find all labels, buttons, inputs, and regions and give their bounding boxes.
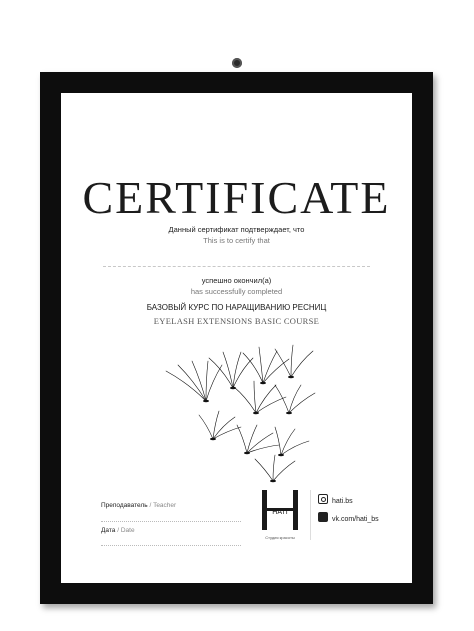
- hati-logo: [260, 488, 300, 542]
- lash-fan-1: [166, 361, 222, 401]
- lash-fan-9: [275, 427, 309, 455]
- teacher-label: [101, 502, 176, 509]
- instagram-text: hati.bs: [332, 498, 353, 505]
- date-label-en: / Date: [117, 527, 135, 534]
- picture-frame: [40, 72, 433, 604]
- lash-fan-5: [234, 381, 286, 413]
- vk-link: [318, 512, 379, 523]
- completed-text-ru: успешно окончил(а): [201, 276, 272, 285]
- lash-base-6: [286, 412, 292, 415]
- logo-caption: Студия красоты: [265, 535, 295, 540]
- teacher-label-ru: Преподаватель: [101, 502, 148, 509]
- lash-fan-3: [243, 347, 289, 383]
- teacher-label-en: / Teacher: [149, 502, 177, 509]
- date-signature-line: [101, 545, 241, 546]
- date-label-ru: Дата: [101, 527, 116, 534]
- confirm-text-en: This is to certify that: [203, 236, 270, 245]
- course-name-ru: БАЗОВЫЙ КУРС ПО НАРАЩИВАНИЮ РЕСНИЦ: [146, 303, 327, 312]
- instagram-handle: [318, 494, 353, 505]
- vk-text: vk.com/hati_bs: [332, 516, 379, 523]
- teacher-signature-line: [101, 521, 241, 522]
- certificate-title: CERTIFICATE: [82, 172, 391, 223]
- eyelash-fans-illustration: [151, 343, 341, 483]
- lash-fan-4: [275, 345, 313, 377]
- logo-letters: HATI: [272, 509, 288, 516]
- lash-fan-8: [237, 425, 279, 453]
- course-name-en: EYELASH EXTENSIONS BASIC COURSE: [153, 316, 320, 326]
- wall-nail: [232, 58, 242, 68]
- lash-base-4: [288, 376, 294, 379]
- lash-base-2: [230, 387, 236, 390]
- date-label: [101, 527, 135, 534]
- vk-icon: [318, 512, 328, 522]
- lash-base-8: [244, 452, 250, 455]
- lash-base-3: [260, 382, 266, 385]
- lash-fan-7: [199, 411, 241, 439]
- lash-base-10: [270, 480, 276, 483]
- confirm-text-ru: Данный сертификат подтверждает, что: [168, 225, 305, 234]
- lash-base-9: [278, 454, 284, 457]
- lash-base-5: [253, 412, 259, 415]
- certificate-paper: [61, 93, 412, 583]
- lash-fan-2: [209, 352, 253, 388]
- instagram-icon: [318, 494, 328, 504]
- logo-separator: [310, 490, 311, 540]
- completed-text-en: has successfully completed: [190, 287, 283, 296]
- name-line: [103, 266, 370, 267]
- lash-base-1: [203, 400, 209, 403]
- lash-base-7: [210, 438, 216, 441]
- lash-fan-10: [255, 455, 295, 481]
